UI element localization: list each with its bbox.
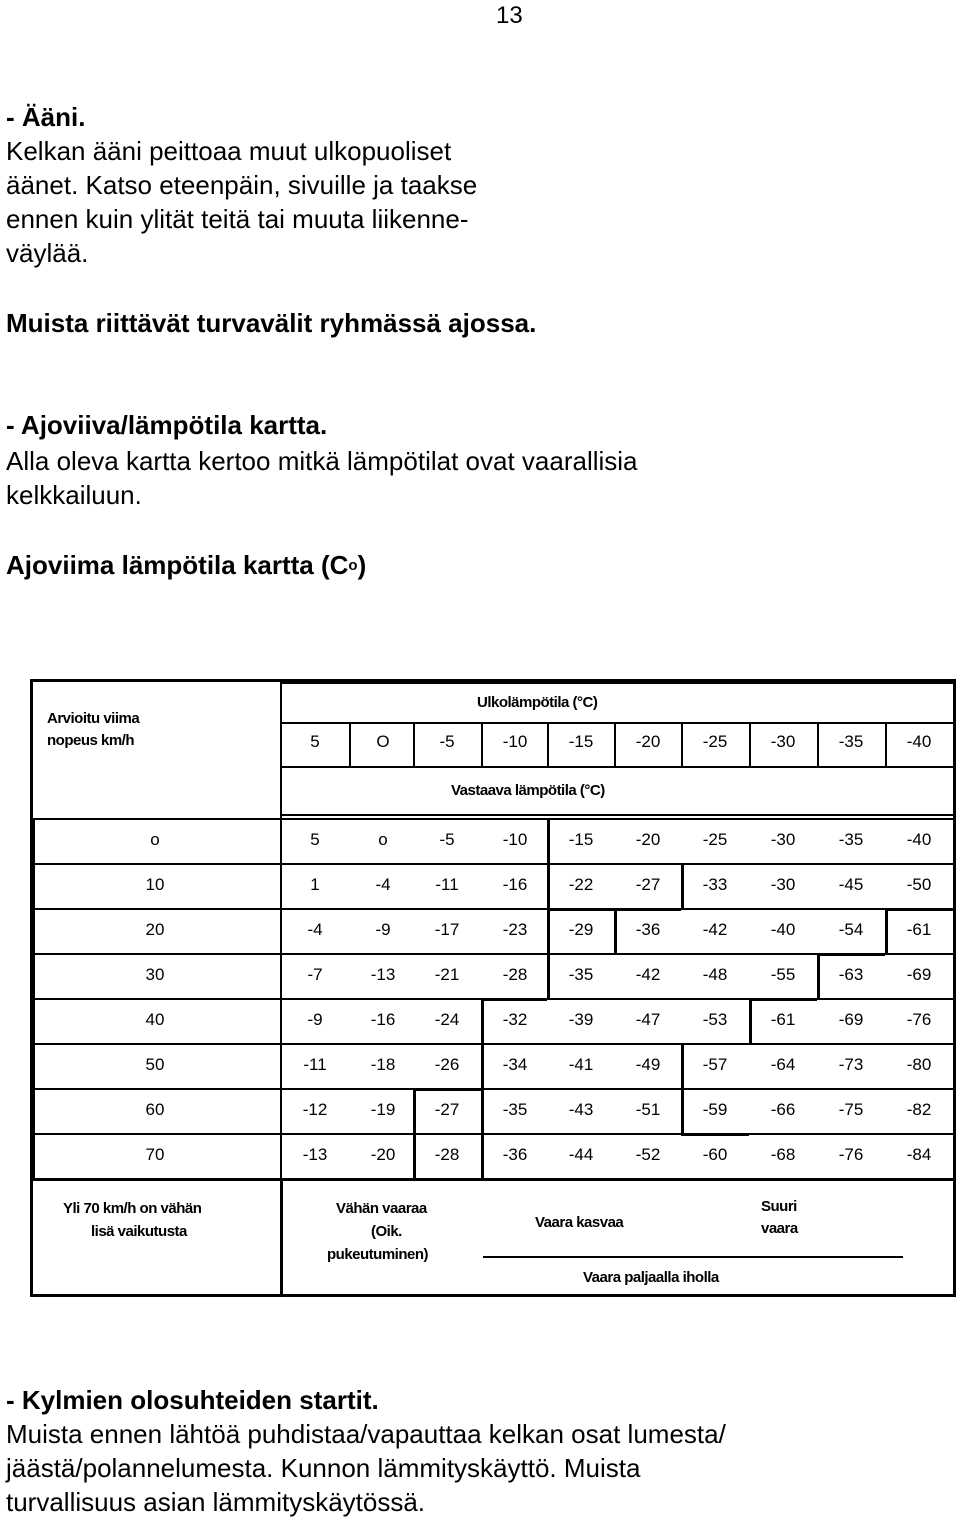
wind-chill-cell: -7	[307, 965, 323, 984]
outdoor-temp-cell: -40	[906, 732, 932, 751]
danger-boundary	[413, 1088, 481, 1091]
header-title: Ulkolämpötila (°C)	[477, 694, 598, 711]
wind-chill-cell: -24	[434, 1010, 460, 1029]
danger-mid-label: Vaara kasvaa	[535, 1214, 624, 1231]
danger-high-label: Suuri	[761, 1198, 797, 1215]
wind-chill-cell: -28	[434, 1145, 460, 1164]
wind-chill-cell: -69	[906, 965, 932, 984]
danger-low-label: Vähän vaaraa	[336, 1200, 427, 1217]
paragraph-line: väylää.	[6, 238, 89, 268]
wind-chill-cell: -5	[439, 830, 455, 849]
outdoor-temp-cell: -5	[439, 732, 455, 751]
wind-chill-cell: -20	[635, 830, 661, 849]
wind-chill-cell: -84	[906, 1145, 932, 1164]
wind-chill-cell: -16	[370, 1010, 396, 1029]
wind-speed-label: 10	[145, 875, 165, 894]
wind-chill-cell: -17	[434, 920, 460, 939]
wind-chill-cell: -27	[635, 875, 661, 894]
wind-chill-cell: -35	[502, 1100, 528, 1119]
grid-line	[33, 908, 956, 910]
wind-chill-cell: -13	[302, 1145, 328, 1164]
danger-high-label: vaara	[761, 1220, 798, 1237]
danger-boundary	[413, 1088, 416, 1178]
outdoor-temp-cell: 5	[310, 732, 320, 751]
wind-speed-label: 70	[145, 1145, 165, 1164]
wind-chill-cell: -10	[502, 830, 528, 849]
danger-boundary	[547, 818, 550, 953]
wind-chill-cell: -9	[307, 1010, 323, 1029]
wind-speed-label: o	[150, 830, 160, 849]
grid-line	[481, 722, 483, 766]
wind-chill-cell: -69	[838, 1010, 864, 1029]
danger-boundary	[547, 953, 550, 998]
wind-speed-label: 50	[145, 1055, 165, 1074]
wind-chill-cell: -20	[370, 1145, 396, 1164]
outdoor-temp-cell: O	[376, 732, 390, 751]
wind-chill-cell: -36	[635, 920, 661, 939]
danger-boundary	[817, 953, 885, 956]
wind-chill-cell: -48	[702, 965, 728, 984]
wind-speed-label: 60	[145, 1100, 165, 1119]
footer-left: lisä vaikutusta	[91, 1223, 187, 1240]
paragraph-line: äänet. Katso eteenpäin, sivuille ja taakse	[6, 170, 478, 200]
grid-line	[280, 818, 282, 1180]
outdoor-temp-cell: -35	[838, 732, 864, 751]
wind-chill-cell: 1	[310, 875, 320, 894]
wind-chill-cell: -29	[568, 920, 594, 939]
outdoor-temp-cell: -20	[635, 732, 661, 751]
wind-chill-cell: -39	[568, 1010, 594, 1029]
grid-line	[280, 814, 956, 816]
wind-chill-cell: -16	[502, 875, 528, 894]
danger-boundary	[885, 908, 888, 953]
wind-chill-table	[30, 679, 956, 1297]
wind-chill-cell: -49	[635, 1055, 661, 1074]
danger-boundary	[614, 908, 681, 911]
grid-line	[483, 1256, 903, 1258]
wind-chill-cell: -28	[502, 965, 528, 984]
table-title: Ajoviima lämpötila kartta $(C^o)$	[6, 550, 367, 580]
paragraph-line: kelkkailuun.	[6, 480, 142, 510]
wind-chill-cell: -35	[568, 965, 594, 984]
wind-chill-cell: -59	[702, 1100, 728, 1119]
wind-speed-label: 20	[145, 920, 165, 939]
wind-chill-cell: -76	[906, 1010, 932, 1029]
wind-chill-cell: -34	[502, 1055, 528, 1074]
footer-left: Yli 70 km/h on vähän	[63, 1200, 202, 1217]
wind-chill-cell: -47	[635, 1010, 661, 1029]
wind-chill-cell: -40	[770, 920, 796, 939]
grid-line	[614, 722, 616, 766]
danger-boundary	[681, 1133, 749, 1136]
wind-chill-cell: -55	[770, 965, 796, 984]
outdoor-temp-cell: -25	[702, 732, 728, 751]
section-heading-aani: - Ääni.	[6, 102, 86, 132]
section-heading-kylmien: - Kylmien olosuhteiden startit.	[6, 1385, 379, 1415]
wind-chill-cell: -51	[635, 1100, 661, 1119]
wind-chill-cell: -45	[838, 875, 864, 894]
wind-chill-cell: -61	[906, 920, 932, 939]
wind-chill-cell: -23	[502, 920, 528, 939]
wind-chill-cell: -50	[906, 875, 932, 894]
grid-line	[817, 722, 819, 766]
wind-chill-cell: -26	[434, 1055, 460, 1074]
wind-chill-cell: -61	[770, 1010, 796, 1029]
page-number: 13	[496, 2, 523, 29]
wind-chill-cell: -73	[838, 1055, 864, 1074]
danger-bottom-label: Vaara paljaalla iholla	[583, 1269, 719, 1286]
danger-boundary	[817, 953, 820, 998]
danger-boundary	[614, 908, 617, 953]
grid-line	[349, 722, 351, 766]
wind-chill-cell: -22	[568, 875, 594, 894]
wind-chill-cell: -12	[302, 1100, 328, 1119]
grid-line	[681, 722, 683, 766]
danger-boundary	[749, 998, 817, 1001]
grid-line	[33, 818, 35, 1180]
wind-chill-cell: -52	[635, 1145, 661, 1164]
grid-line	[280, 1178, 283, 1294]
grid-line	[547, 722, 549, 766]
danger-boundary	[885, 908, 954, 911]
wind-chill-cell: -68	[770, 1145, 796, 1164]
wind-chill-cell: -53	[702, 1010, 728, 1029]
wind-chill-cell: -27	[434, 1100, 460, 1119]
wind-chill-cell: -4	[375, 875, 391, 894]
wind-chill-cell: -44	[568, 1145, 594, 1164]
wind-chill-cell: -21	[434, 965, 460, 984]
danger-boundary	[681, 863, 684, 908]
danger-boundary	[681, 1043, 684, 1133]
wind-chill-cell: 5	[310, 830, 320, 849]
wind-chill-cell: -82	[906, 1100, 932, 1119]
grid-line	[885, 722, 887, 766]
wind-chill-cell: -66	[770, 1100, 796, 1119]
grid-line	[280, 682, 956, 684]
paragraph-line: ennen kuin ylität teitä tai muuta liikenne-	[6, 204, 469, 234]
outdoor-temp-cell: -10	[502, 732, 528, 751]
wind-chill-cell: -33	[702, 875, 728, 894]
grid-line	[33, 818, 956, 820]
danger-boundary	[481, 998, 484, 1178]
wind-chill-cell: -42	[635, 965, 661, 984]
corner-label: Arvioitu viima	[47, 710, 140, 727]
section-heading-ajoviiva: - Ajoviiva/lämpötila kartta.	[6, 410, 328, 440]
wind-speed-label: 30	[145, 965, 165, 984]
wind-chill-cell: -11	[435, 875, 459, 894]
wind-chill-cell: -11	[303, 1055, 327, 1074]
wind-chill-cell: -43	[568, 1100, 594, 1119]
paragraph-line: turvallisuus asian lämmityskäytössä.	[6, 1487, 426, 1517]
sub-title: Vastaava lämpötila (°C)	[451, 782, 605, 799]
wind-chill-cell: -32	[502, 1010, 528, 1029]
wind-chill-cell: -60	[702, 1145, 728, 1164]
wind-chill-cell: -63	[838, 965, 864, 984]
wind-chill-cell: -64	[770, 1055, 796, 1074]
wind-chill-cell: -35	[838, 830, 864, 849]
outdoor-temp-cell: -15	[568, 732, 594, 751]
wind-chill-cell: -57	[702, 1055, 728, 1074]
wind-chill-cell: -18	[370, 1055, 396, 1074]
wind-chill-cell: -9	[375, 920, 391, 939]
wind-speed-label: 40	[145, 1010, 165, 1029]
danger-boundary	[749, 998, 752, 1043]
danger-low-label: (Oik.	[371, 1223, 402, 1240]
paragraph-line: Muista ennen lähtöä puhdistaa/vapauttaa kelkan osat lumesta/	[6, 1419, 726, 1449]
wind-chill-cell: -13	[370, 965, 396, 984]
corner-label: nopeus km/h	[47, 732, 135, 749]
outdoor-temp-cell: -30	[770, 732, 796, 751]
paragraph-line: jäästä/polannelumesta. Kunnon lämmityskäyttö. Muista	[6, 1453, 641, 1483]
grid-line	[33, 1088, 956, 1090]
wind-chill-cell: -42	[702, 920, 728, 939]
wind-chill-cell: -76	[838, 1145, 864, 1164]
grid-line	[33, 1133, 956, 1135]
wind-chill-cell: -41	[568, 1055, 594, 1074]
wind-chill-cell: -30	[770, 875, 796, 894]
grid-line	[749, 722, 751, 766]
grid-line	[33, 863, 956, 865]
grid-line	[413, 722, 415, 766]
grid-line	[33, 1178, 956, 1181]
wind-chill-cell: -15	[568, 830, 594, 849]
wind-chill-cell: -25	[702, 830, 728, 849]
paragraph-line: Alla oleva kartta kertoo mitkä lämpötilat ovat vaarallisia	[6, 446, 638, 476]
grid-line	[280, 766, 956, 768]
wind-chill-cell: -19	[370, 1100, 396, 1119]
wind-chill-cell: -75	[838, 1100, 864, 1119]
grid-line	[33, 1043, 956, 1045]
wind-chill-cell: -40	[906, 830, 932, 849]
danger-low-label: pukeutuminen)	[327, 1246, 428, 1263]
wind-chill-cell: -54	[838, 920, 864, 939]
grid-line	[280, 722, 956, 724]
wind-chill-cell: -30	[770, 830, 796, 849]
wind-chill-cell: o	[378, 830, 388, 849]
paragraph-line: Kelkan ääni peittoaa muut ulkopuoliset	[6, 136, 452, 166]
wind-chill-cell: -80	[906, 1055, 932, 1074]
danger-boundary	[547, 908, 614, 911]
danger-boundary	[481, 998, 547, 1001]
wind-chill-cell: -36	[502, 1145, 528, 1164]
safety-note: Muista riittävät turvavälit ryhmässä ajossa.	[6, 308, 537, 338]
wind-chill-cell: -4	[307, 920, 323, 939]
